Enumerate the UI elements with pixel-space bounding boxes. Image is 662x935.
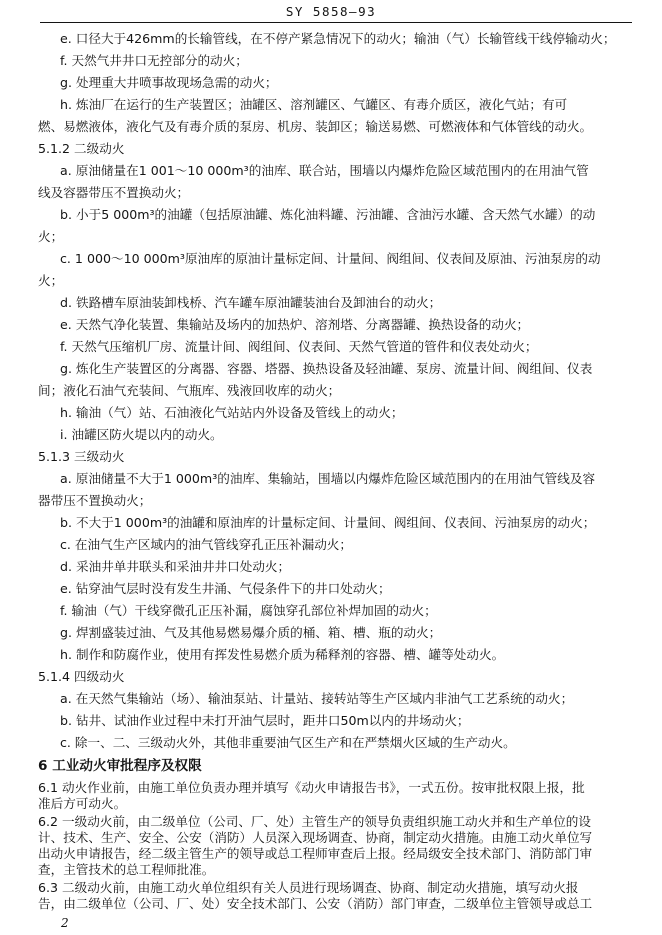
item-3-h: h. 制作和防腐作业，使用有挥发性易燃介质为稀释剂的容器、槽、罐等处动火。 [60, 647, 505, 662]
item-3-a-line1: a. 原油储量不大于1 000m³的油库、集输站，围墙以内爆炸危险区域范围内的在用油气管线及容 [60, 471, 596, 486]
para-6-3-line1: 6.3 二级动火前，由施工动火单位组织有关人员进行现场调查、协商、制定动火措施，填写动火报 [38, 880, 579, 895]
page-header [0, 0, 662, 32]
item-4-b: b. 钻井、试油作业过程中未打开油气层时，距井口50m以内的井场动火； [60, 713, 470, 728]
item-3-c: c. 在油气生产区域内的油气管线穿孔正压补漏动火； [60, 537, 352, 552]
item-2-g-line1: g. 炼化生产装置区的分离器、容器、塔器、换热设备及轻油罐、泵房、流量计间、阀组间、仪表 [60, 361, 593, 376]
item-2-c-line1: c. 1 000～10 000m³原油库的原油计量标定间、计量间、阀组间、仪表间及原油、污油泵房的动 [60, 251, 601, 266]
item-4-c: c. 除一、二、三级动火外，其他非重要油气区生产和在严禁烟火区域的生产动火。 [60, 735, 516, 750]
item-1-g: g. 处理重大井喷事故现场急需的动火； [60, 75, 278, 90]
item-2-d: d. 铁路槽车原油装卸栈桥、汽车罐车原油罐装油台及卸油台的动火； [60, 295, 442, 310]
item-1-h-line2: 燃、易燃液体，液化气及有毒介质的泵房、机房、装卸区；输送易燃、可燃液体和气体管线的动火。 [38, 119, 593, 134]
para-6-1-line1: 6.1 动火作业前，由施工单位负责办理并填写《动火申请报告书》，一式五份。按审批权限上报，批 [38, 780, 585, 795]
standard-code: SY 5858—93 [285, 4, 377, 19]
subsection-heading-5-1-4: 5.1.4 四级动火 [38, 669, 125, 684]
item-1-e: e. 口径大于426mm的长输管线，在不停产紧急情况下的动火；输油（气）长输管线干线停输动火； [60, 31, 616, 46]
item-2-a-line2: 线及容器带压不置换动火； [38, 185, 190, 200]
item-3-e: e. 钻穿油气层时没有发生井涌、气侵条件下的井口处动火； [60, 581, 391, 596]
item-2-h: h. 输油（气）站、石油液化气站站内外设备及管线上的动火； [60, 405, 404, 420]
item-2-c-line2: 火； [38, 273, 64, 288]
para-6-2-line3: 出动火申请报告，经二级主管生产的领导或总工程师审查后上报。经局级安全技术部门、消防部门审 [38, 846, 593, 861]
item-2-e: e. 天然气净化装置、集输站及场内的加热炉、溶剂塔、分离器罐、换热设备的动火； [60, 317, 530, 332]
para-6-2-line1: 6.2 一级动火前，由二级单位（公司、厂、处）主管生产的领导负责组织施工动火并和生产单位的设 [38, 814, 591, 829]
item-4-a: a. 在天然气集输站（场）、输油泵站、计量站、接转站等生产区域内非油气工艺系统的动火； [60, 691, 574, 706]
header-rule [40, 22, 632, 23]
item-3-b: b. 不大于1 000m³的油罐和原油库的计量标定间、计量间、阀组间、仪表间、污油泵房的动火； [60, 515, 596, 530]
item-2-f: f. 天然气压缩机厂房、流量计间、阀组间、仪表间、天然气管道的管件和仪表处动火； [60, 339, 538, 354]
subsection-heading-5-1-2: 5.1.2 二级动火 [38, 141, 125, 156]
para-6-1-line2: 准后方可动火。 [38, 796, 127, 811]
subsection-heading-5-1-3: 5.1.3 三级动火 [38, 449, 125, 464]
item-2-b-line1: b. 小于5 000m³的油罐（包括原油罐、炼化油料罐、污油罐、含油污水罐、含天然气水罐）的动 [60, 207, 596, 222]
item-1-h-line1: h. 炼油厂在运行的生产装置区；油罐区、溶剂罐区、气罐区、有毒介质区，液化气站；有可 [60, 97, 568, 112]
item-3-f: f. 输油（气）干线穿微孔正压补漏，腐蚀穿孔部位补焊加固的动火； [60, 603, 437, 618]
item-2-i: i. 油罐区防火堤以内的动火。 [60, 427, 223, 442]
item-2-g-line2: 间；液化石油气充装间、气瓶库、残液回收库的动火； [38, 383, 341, 398]
item-1-f: f. 天然气井井口无控部分的动火； [60, 53, 248, 68]
item-2-b-line2: 火； [38, 229, 64, 244]
item-2-a-line1: a. 原油储量在1 001～10 000m³的油库、联合站，围墙以内爆炸危险区域范围内的在用油气管 [60, 163, 589, 178]
para-6-2-line2: 计、技术、生产、安全、公安（消防）人员深入现场调查、协商，制定动火措施。由施工动火单位写 [38, 830, 593, 845]
item-3-d: d. 采油井单井联头和采油井井口处动火； [60, 559, 291, 574]
item-3-a-line2: 器带压不置换动火； [38, 493, 152, 508]
item-3-g: g. 焊割盛装过油、气及其他易燃易爆介质的桶、箱、槽、瓶的动火； [60, 625, 442, 640]
page-number: 2 [61, 916, 69, 930]
para-6-2-line4: 查，主管技术的总工程师批准。 [38, 862, 215, 877]
para-6-3-line2: 告，由二级单位（公司、厂、处）安全技术部门、公安（消防）部门审查，二级单位主管领导或总工 [38, 896, 593, 911]
section-heading-6: 6 工业动火审批程序及权限 [38, 758, 202, 774]
